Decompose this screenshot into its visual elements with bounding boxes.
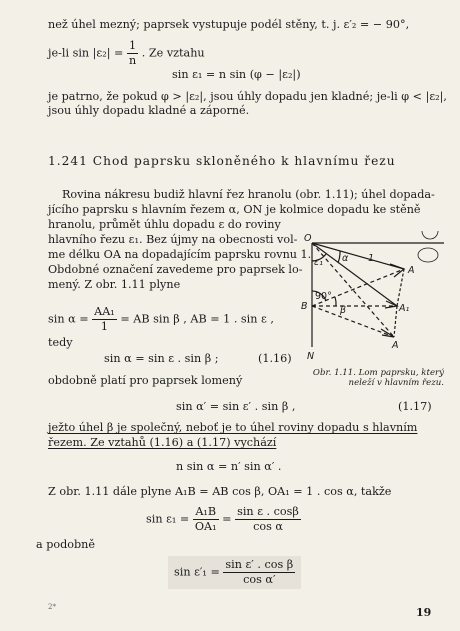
- eq-s-left: sin ε₁ =: [146, 512, 190, 526]
- paragraph-1-line-2: jícího paprsku s hlavním řezem α, ON je kolmice dopadu ke stěně: [48, 203, 421, 216]
- equation-number-1-16: (1.16): [258, 352, 292, 365]
- equation-sin-e1-prime: [168, 556, 301, 589]
- label-one: 1: [368, 253, 375, 264]
- pencil-circle-2: [418, 248, 438, 262]
- section-title: Chod paprsku skloněného k hlavnímu řezu: [92, 154, 396, 168]
- frac-numerator: 1: [127, 39, 138, 54]
- text-line-3: je patrno, že pokud φ > |ε₂|, jsou úhly dopadu jen kladné; je-li φ < |ε₂|,: [48, 90, 447, 103]
- fraction-sin-cos: [235, 505, 301, 534]
- frac-denominator: OA₁: [194, 520, 217, 533]
- label-a-low: A: [392, 340, 399, 351]
- paragraph-1-line-5: me délku OA na dopadajícím paprsku rovnu 1.: [48, 248, 312, 261]
- frac-numerator: sin ε . cosβ: [237, 505, 299, 518]
- line-a1-a-low: [394, 306, 397, 337]
- section-number: 1.241: [48, 154, 88, 168]
- text-line-2-b: . Ze vztahu: [141, 46, 205, 60]
- label-ninety: 90°: [315, 291, 332, 302]
- equation-number-1-17: (1.17): [398, 400, 432, 413]
- label-alpha: α: [342, 253, 349, 264]
- frac-denominator: cos α′: [243, 573, 276, 586]
- text-line-2-a: je-li sin |ε₂| =: [48, 46, 124, 60]
- eq1-right: = AB sin β , AB = 1 . sin ε ,: [120, 312, 274, 326]
- line-a1-a: [397, 269, 404, 306]
- page-number: 19: [416, 606, 432, 619]
- paragraph-3-line-2: [48, 436, 276, 450]
- figure-caption: Obr. 1.11. Lom paprsku, který neleží v hlavním řezu.: [312, 368, 444, 389]
- equation-1-16: sin α = sin ε . sin β ;: [104, 352, 219, 365]
- frac-numerator: sin ε′ . cos β: [225, 558, 294, 571]
- paragraph-3-line-1: ježto úhel β je společný, neboť je to úhel roviny dopadu s hlavním: [48, 421, 418, 434]
- angle-beta-arc: [335, 297, 336, 306]
- figure-1-11: [296, 231, 446, 367]
- frac-numerator: AA₁: [94, 305, 115, 318]
- paragraph-1-line-6: Obdobné označení zavedeme pro paprsek lo-: [48, 263, 303, 276]
- label-a: A: [408, 265, 415, 276]
- text-line-2: [48, 39, 205, 68]
- paragraph-1-line-4: hlavního řezu ε₁. Bez újmy na obecnosti vol-: [48, 233, 298, 246]
- paragraph-1-line-3: hranolu, průmět úhlu dopadu ε do roviny: [48, 218, 281, 231]
- frac-denominator: 1: [100, 320, 109, 333]
- paragraph-1-line-7: mený. Z obr. 1.11 plyne: [48, 278, 181, 291]
- fraction-a1b-over-oa1: [193, 505, 219, 534]
- fraction-aa1-over-1: [92, 305, 117, 334]
- fraction-1-over-n: [127, 39, 138, 68]
- fraction-sin-prime: [223, 558, 295, 587]
- eq-s-equals: =: [222, 512, 232, 526]
- paragraph-3-line-2-text: řezem. Ze vztahů (1.16) a (1.17) vychází: [48, 436, 277, 449]
- label-o: O: [304, 233, 312, 244]
- text-tedy: tedy: [48, 336, 73, 349]
- equation-sin-e1: sin ε₁ = n sin (φ − |ε₂|): [172, 68, 301, 81]
- text-line-1: než úhel mezný; paprsek vystupuje podél stěny, t. j. ε′₂ = − 90°,: [48, 18, 410, 31]
- eq-last-left: sin ε′₁ =: [174, 565, 220, 579]
- paragraph-4: Z obr. 1.11 dále plyne A₁B = AB cos β, OA₁ = 1 . cos α, takže: [48, 485, 392, 498]
- angle-alpha-arc: [338, 251, 340, 263]
- line-b-a-low: [312, 306, 394, 337]
- signature-mark: 2*: [48, 603, 56, 611]
- equation-sin-e1-fraction: [146, 505, 301, 534]
- equation-1-17: sin α′ = sin ε′ . sin β ,: [176, 400, 296, 413]
- label-e1: ε₁: [314, 257, 323, 268]
- pencil-circle-1: [422, 231, 438, 239]
- text-a-podobne: a podobně: [36, 538, 96, 551]
- equation-sin-alpha: [48, 305, 274, 334]
- label-beta: β: [340, 305, 347, 316]
- label-n: N: [307, 351, 315, 362]
- section-heading: [48, 154, 396, 169]
- equation-n-sin: n sin α = n′ sin α′ .: [176, 460, 282, 473]
- label-b: B: [301, 301, 308, 312]
- frac-numerator: A₁B: [193, 505, 219, 520]
- ray-o-a: [312, 243, 404, 269]
- text-line-4: jsou úhly dopadu kladné a záporné.: [48, 104, 250, 117]
- frac-denominator: n: [128, 54, 137, 67]
- frac-denominator: cos α: [253, 520, 283, 533]
- text-obdobne: obdobně platí pro paprsek lomený: [48, 374, 243, 387]
- paragraph-1-line-1: Rovina nákresu budiž hlavní řez hranolu (obr. 1.11); úhel dopada-: [62, 188, 435, 201]
- label-a1: A₁: [399, 303, 410, 314]
- eq1-left: sin α =: [48, 312, 89, 326]
